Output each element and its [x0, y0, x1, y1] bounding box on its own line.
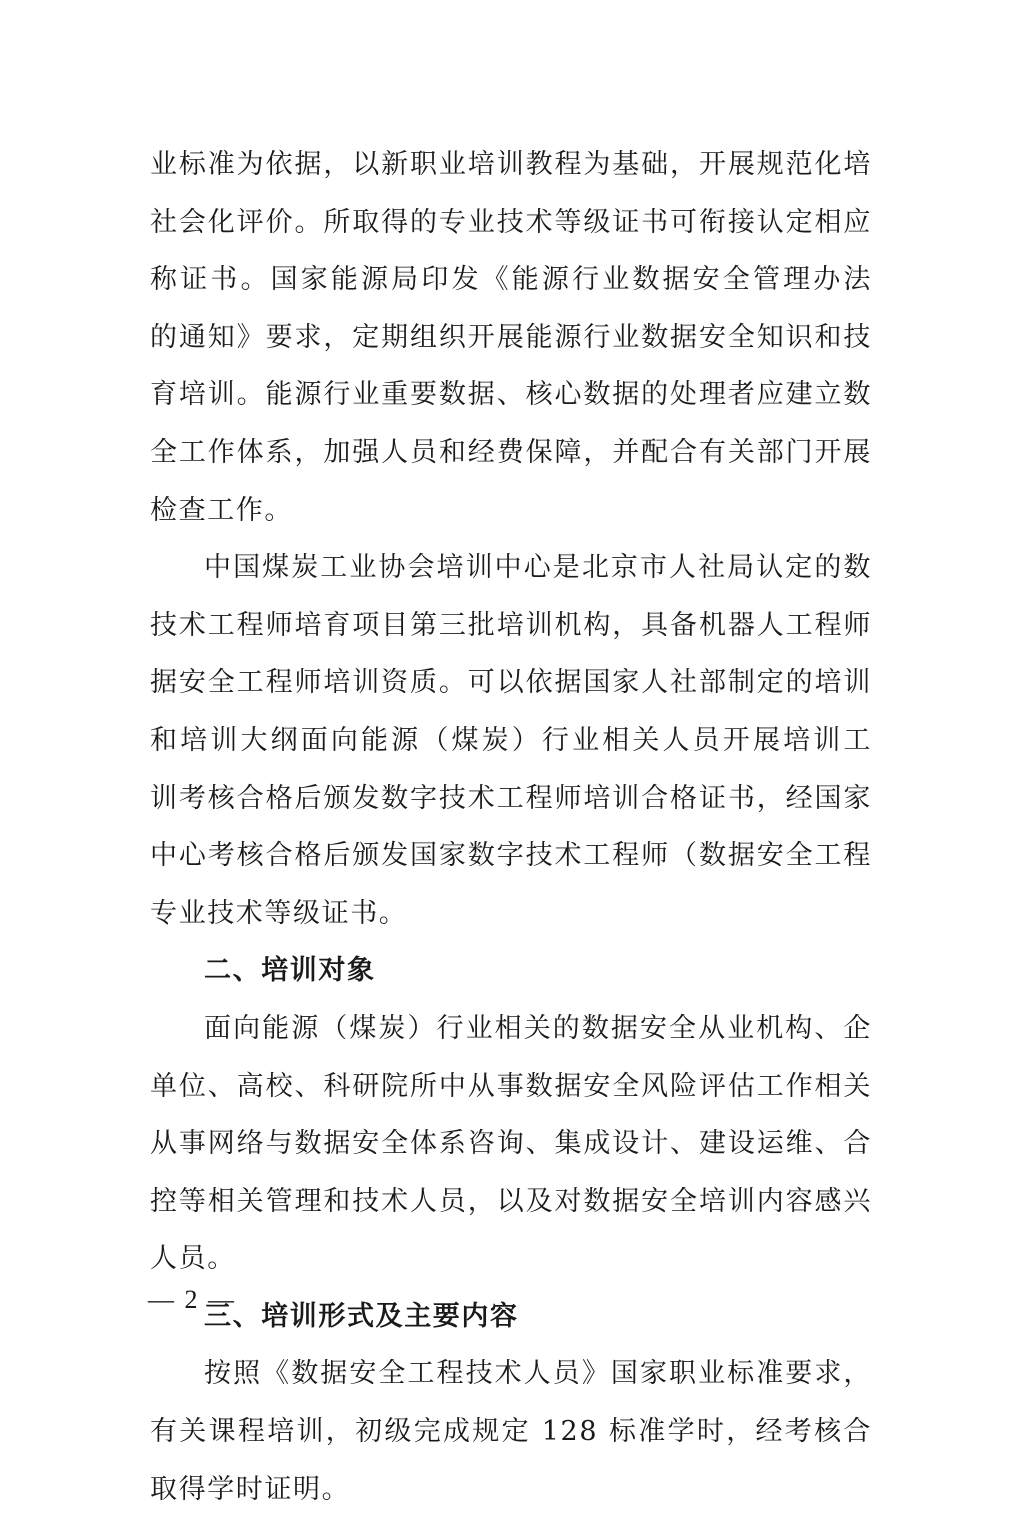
paragraph-line: 中国煤炭工业协会培训中心是北京市人社局认定的数 — [204, 552, 872, 584]
paragraph-line: 社会化评价。所取得的专业技术等级证书可衔接认定相应 — [150, 206, 872, 238]
paragraph-line: 和培训大纲面向能源（煤炭）行业相关人员开展培训工 — [150, 724, 872, 756]
paragraph-line: 中心考核合格后颁发国家数字技术工程师（数据安全工程 — [150, 840, 872, 872]
paragraph-line: 育培训。能源行业重要数据、核心数据的处理者应建立数 — [150, 379, 872, 411]
paragraph-line: 技术工程师培育项目第三批培训机构，具备机器人工程师 — [150, 609, 872, 641]
paragraph-line: 全工作体系，加强人员和经费保障，并配合有关部门开展 — [150, 436, 872, 468]
paragraph-line: 控等相关管理和技术人员，以及对数据安全培训内容感兴 — [150, 1185, 872, 1217]
paragraph-line: 据安全工程师培训资质。可以依据国家人社部制定的培训 — [150, 667, 872, 699]
paragraph-line: 的通知》要求，定期组织开展能源行业数据安全知识和技 — [150, 321, 872, 353]
paragraph-line: 人员。 — [150, 1243, 236, 1275]
paragraph-line: 训考核合格后颁发数字技术工程师培训合格证书，经国家 — [150, 782, 872, 814]
paragraph-line: 业标准为依据，以新职业培训教程为基础，开展规范化培 — [150, 149, 872, 180]
section-heading: 二、培训对象 — [204, 955, 376, 987]
section-heading: 三、培训形式及主要内容 — [204, 1300, 519, 1332]
paragraph-line: 面向能源（煤炭）行业相关的数据安全从业机构、企 — [204, 1012, 872, 1044]
paragraph-line: 专业技术等级证书。 — [150, 897, 408, 929]
paragraph-line: 单位、高校、科研院所中从事数据安全风险评估工作相关 — [150, 1070, 872, 1102]
paragraph-line: 有关课程培训，初级完成规定 128 标准学时，经考核合 — [150, 1416, 872, 1448]
page-number: — 2 — — [148, 1285, 236, 1314]
paragraph-line: 检查工作。 — [150, 494, 293, 526]
document-body — [150, 136, 872, 1518]
paragraph-line: 按照《数据安全工程技术人员》国家职业标准要求， — [204, 1358, 872, 1390]
paragraph-line: 从事网络与数据安全体系咨询、集成设计、建设运维、合 — [150, 1128, 872, 1160]
paragraph-line: 取得学时证明。 — [150, 1473, 351, 1505]
paragraph-line: 称证书。国家能源局印发《能源行业数据安全管理办法 — [150, 264, 872, 296]
